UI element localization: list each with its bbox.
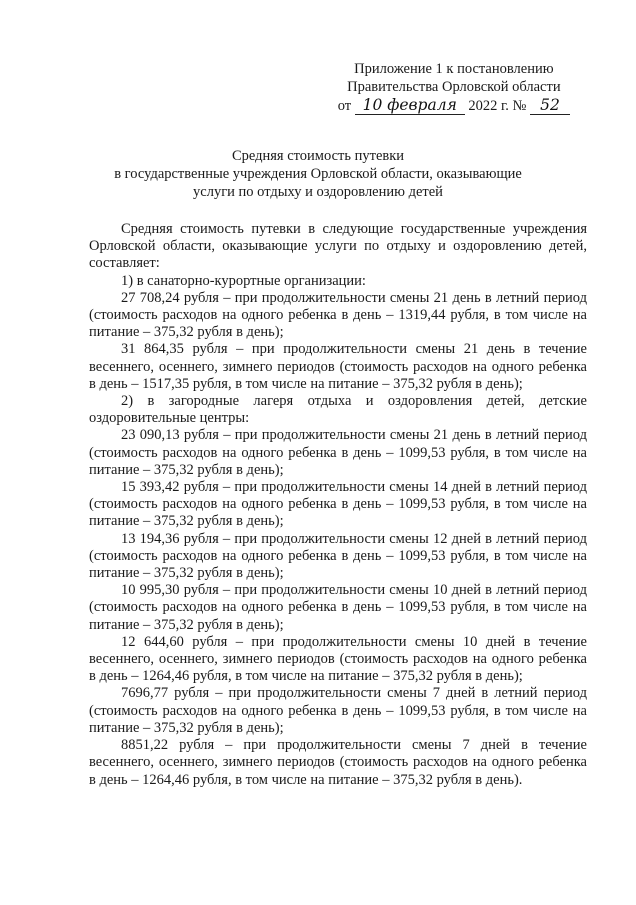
cost-item: 15 393,42 рубля – при продолжительности смены 14 дней в летний период (стоимость расходов на одного ребенка в день – 1099,53 рубля, в том числе на питание – 375,32 рубля в день);: [89, 479, 587, 530]
appendix-line-1: Приложение 1 к постановлению: [354, 61, 554, 77]
cost-item: 10 995,30 рубля – при продолжительности смены 10 дней в летний период (стоимость расходов на одного ребенка в день – 1099,53 рубля, в том числе на питание – 375,32 рубля в день);: [89, 582, 587, 633]
title-line-3: услуги по отдыху и оздоровлению детей: [193, 184, 443, 200]
appendix-line-2: Правительства Орловской области: [347, 79, 561, 95]
handwritten-number: 52: [530, 96, 570, 115]
document-body: [89, 221, 587, 789]
appendix-header: [338, 60, 570, 115]
appendix-date-row: [338, 96, 570, 115]
cost-item: 27 708,24 рубля – при продолжительности смены 21 день в летний период (стоимость расходов на одного ребенка в день – 1319,44 рубля, в том числе на питание – 375,32 рубля в день);: [89, 289, 587, 341]
title-line-2: в государственные учреждения Орловской области, оказывающие: [114, 166, 522, 182]
year-label: 2022 г. №: [468, 98, 527, 114]
intro-paragraph: Средняя стоимость путевки в следующие государственные учреждения Орловской области, оказывающие услуги по отдыху и оздоровлению детей, составляет:: [89, 221, 587, 272]
handwritten-date: 10 февраля: [355, 96, 465, 115]
cost-item: 13 194,36 рубля – при продолжительности смены 12 дней в летний период (стоимость расходов на одного ребенка в день – 1099,53 рубля, в том числе на питание – 375,32 рубля в день);: [89, 530, 587, 582]
cost-item: 23 090,13 рубля – при продолжительности смены 21 день в летний период (стоимость расходов на одного ребенка в день – 1099,53 рубля, в том числе на питание – 375,32 рубля в день);: [89, 427, 587, 478]
title-line-1: Средняя стоимость путевки: [231, 148, 405, 164]
section-1-heading: 1) в санаторно-курортные организации:: [121, 272, 366, 289]
cost-item: 7696,77 рубля – при продолжительности смены 7 дней в летний период (стоимость расходов на одного ребенка в день – 1099,53 рубля, в том числе на питание – 375,32 рубля в день);: [89, 685, 587, 736]
cost-item: 12 644,60 рубля – при продолжительности смены 10 дней в течение весеннего, осеннего, зимнего периодов (стоимость расходов на одного ребенка в день – 1264,46 рубля, в том числе на питание – 375,32 рубля в день);: [89, 633, 587, 685]
section-2-heading: 2) в загородные лагеря отдыха и оздоровления детей, детские оздоровительные центры:: [89, 393, 587, 427]
cost-item: 8851,22 рубля – при продолжительности смены 7 дней в течение весеннего, осеннего, зимнего периодов (стоимость расходов на одного ребенка в день – 1264,46 рубля, в том числе на питание – 375,32 рубля в день).: [89, 737, 587, 788]
cost-item: 31 864,35 рубля – при продолжительности смены 21 день в течение весеннего, осеннего, зимнего периодов (стоимость расходов на одного ребенка в день – 1517,35 рубля, в том числе на питание – 375,32 рубля в день);: [89, 341, 587, 392]
document-title: [90, 147, 546, 201]
from-label: от: [337, 98, 352, 114]
